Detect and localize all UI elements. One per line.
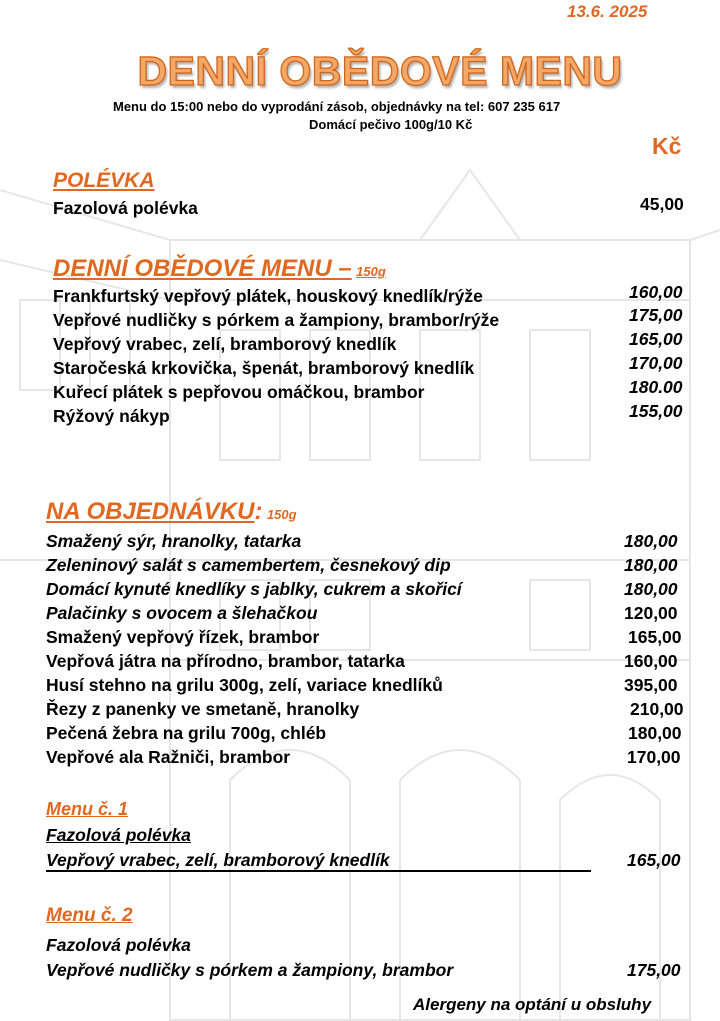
order-item: Vepřová játra na přírodno, brambor, tatarka	[46, 651, 405, 671]
menu1-underline	[46, 870, 591, 872]
order-price: 210,00	[630, 699, 684, 719]
menu1-heading: Menu č. 1	[46, 799, 129, 819]
order-price: 120,00	[624, 603, 678, 623]
menu1-price: 165,00	[627, 850, 681, 870]
order-price: 165,00	[628, 627, 682, 647]
order-item: Zeleninový salát s camembertem, česnekový dip	[46, 555, 451, 575]
daily-price: 170,00	[629, 353, 683, 373]
order-item: Řezy z panenky ve smetaně, hranolky	[46, 699, 360, 719]
menu2-price: 175,00	[627, 960, 681, 980]
order-item: Palačinky s ovocem a šlehačkou	[46, 603, 318, 623]
order-price: 180,00	[624, 555, 678, 575]
daily-item: Rýžový nákyp	[53, 406, 170, 426]
menu-date: 13.6. 2025	[567, 2, 648, 21]
daily-item: Vepřový vrabec, zelí, bramborový knedlík	[53, 334, 397, 354]
daily-price: 160,00	[629, 282, 683, 302]
menu2-heading: Menu č. 2	[46, 905, 133, 926]
order-heading-text: NA OBJEDNÁVKU	[46, 498, 255, 525]
daily-item: Frankfurtský vepřový plátek, houskový knedlík/rýže	[53, 286, 483, 306]
daily-price: 180.00	[629, 377, 683, 397]
order-heading-colon: :	[254, 498, 263, 525]
menu2-soup: Fazolová polévka	[46, 935, 191, 955]
order-item: Husí stehno na grilu 300g, zelí, variace knedlíků	[46, 675, 443, 695]
soup-heading: POLÉVKA	[53, 169, 155, 192]
daily-item: Kuřecí plátek s pepřovou omáčkou, brambor	[53, 382, 425, 402]
order-price: 160,00	[624, 651, 678, 671]
order-item: Domácí kynuté knedlíky s jablky, cukrem a skořicí	[46, 579, 462, 599]
daily-heading	[53, 255, 386, 283]
daily-price: 175,00	[629, 305, 683, 325]
menu-title: DENNÍ OBĚDOVÉ MENU	[137, 48, 623, 94]
soup-price: 45,00	[640, 194, 684, 214]
pastry-note: Domácí pečivo 100g/10 Kč	[309, 117, 473, 132]
daily-price: 165,00	[629, 329, 683, 349]
menu-subtitle: Menu do 15:00 nebo do vyprodání zásob, objednávky na tel: 607 235 617	[113, 99, 561, 114]
order-item: Vepřové ala Ražniči, brambor	[46, 747, 291, 767]
currency-label: Kč	[652, 133, 682, 159]
order-weight: 150g	[266, 507, 297, 522]
order-item: Pečená žebra na grilu 700g, chléb	[46, 723, 327, 743]
daily-weight: 150g	[356, 264, 386, 279]
order-item: Smažený vepřový řízek, brambor	[46, 627, 320, 647]
daily-price: 155,00	[629, 401, 683, 421]
order-price: 180,00	[624, 579, 678, 599]
allergen-note: Alergeny na optání u obsluhy	[413, 995, 652, 1014]
menu1-soup: Fazolová polévka	[46, 825, 191, 845]
daily-item: Staročeská krkovička, špenát, bramborový knedlík	[53, 358, 475, 378]
daily-heading-text: DENNÍ OBĚDOVÉ MENU –	[53, 255, 352, 282]
order-price: 180,00	[624, 531, 678, 551]
order-price: 395,00	[624, 675, 678, 695]
menu2-main: Vepřové nudličky s pórkem a žampiony, brambor	[46, 960, 454, 980]
order-item: Smažený sýr, hranolky, tatarka	[46, 531, 302, 551]
order-price: 170,00	[627, 747, 681, 767]
soup-item: Fazolová polévka	[53, 198, 198, 218]
menu1-main: Vepřový vrabec, zelí, bramborový knedlík	[46, 850, 390, 870]
order-price: 180,00	[628, 723, 682, 743]
order-heading	[46, 498, 297, 526]
daily-item: Vepřové nudličky s pórkem a žampiony, brambor/rýže	[53, 310, 500, 330]
